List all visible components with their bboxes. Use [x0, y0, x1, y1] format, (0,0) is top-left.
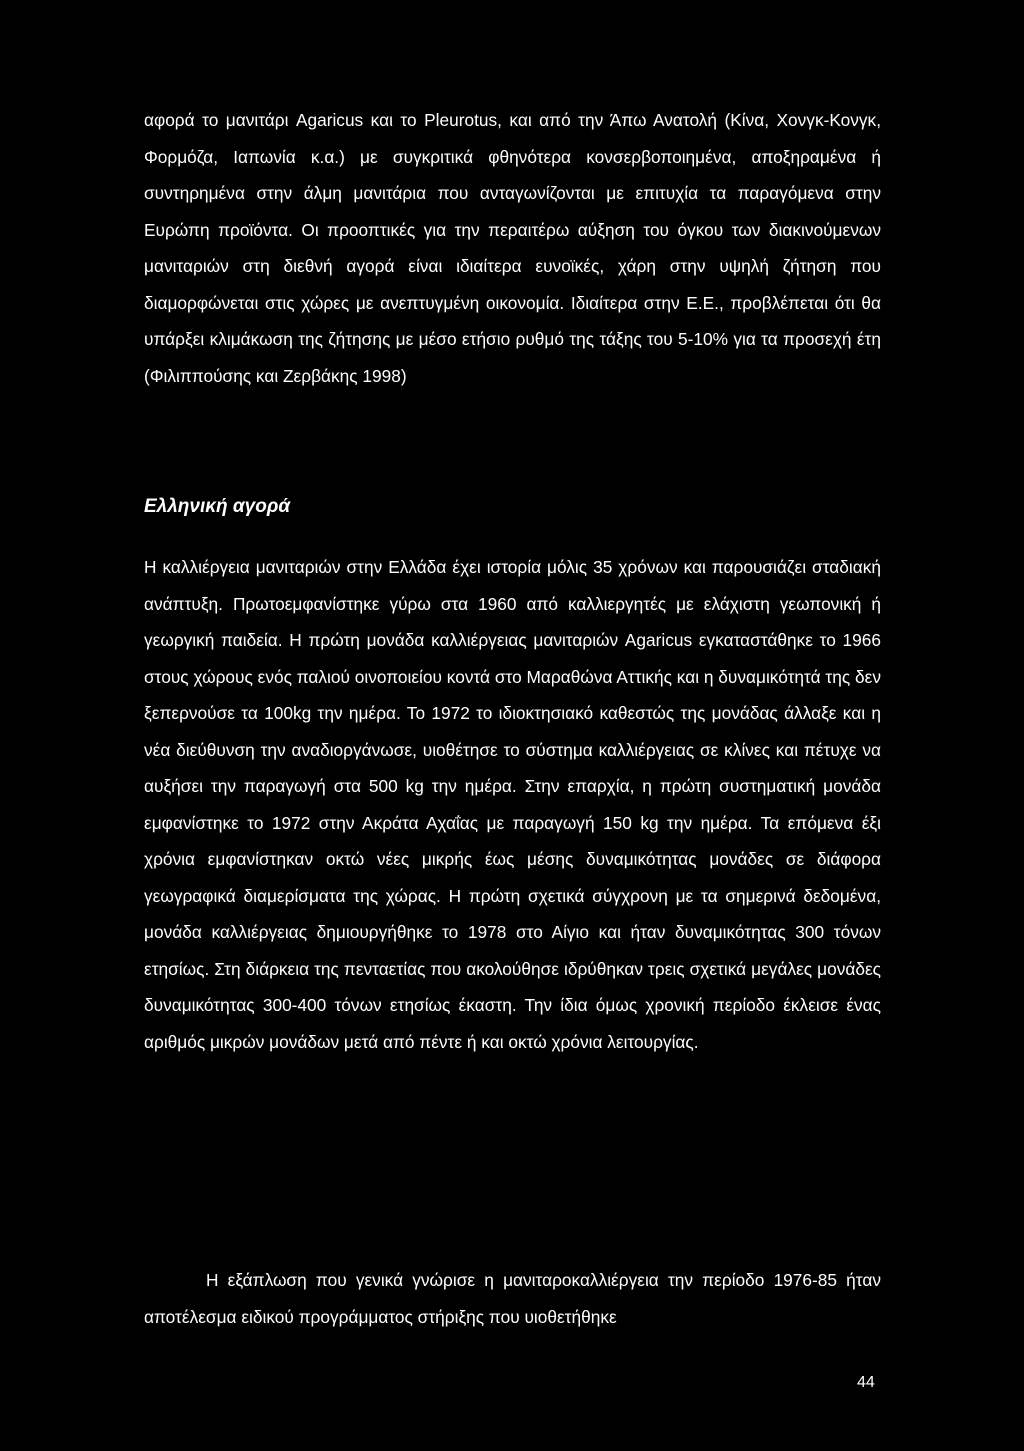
page-number: 44	[857, 1374, 875, 1391]
paragraph-expansion: Η εξάπλωση που γενικά γνώρισε η μανιταροκαλλιέργεια την περίοδο 1976-85 ήταν αποτέλεσμα ειδικού προγράμματος στήριξης που υιοθετήθηκε	[144, 1270, 881, 1327]
paragraph-intro: αφορά το μανιτάρι Agaricus και το Pleurotus, και από την Άπω Ανατολή (Κίνα, Χονγκ-Κονγκ, Φορμόζα, Ιαπωνία κ.α.) με συγκριτικά φθηνότερα κονσερβοποιημένα, αποξηραμένα ή συντηρημένα στην άλμη μανιτάρια που ανταγωνίζονται με επιτυχία τα παραγόμενα στην Ευρώπη προϊόντα. Οι προοπτικές για την περαιτέρω αύξηση του όγκου των διακινούμενων μανιταριών στη διεθνή αγορά είναι ιδιαίτερα ευνοϊκές, χάρη στην υψηλή ζήτηση που διαμορφώνεται στις χώρες με ανεπτυγμένη οικονομία. Ιδιαίτερα στην Ε.Ε., προβλέπεται ότι θα υπάρξει κλιμάκωση της ζήτησης με μέσο ετήσιο ρυθμό της τάξης του 5-10% για τα προσεχή έτη (Φιλιππούσης και Ζερβάκης 1998)	[144, 110, 881, 386]
paragraph-greek-market: Η καλλιέργεια μανιταριών στην Ελλάδα έχει ιστορία μόλις 35 χρόνων και παρουσιάζει σταδιακή ανάπτυξη. Πρωτοεμφανίστηκε γύρω στα 1960 από καλλιεργητές με ελάχιστη γεωπονική ή γεωργική παιδεία. Η πρώτη μονάδα καλλιέργειας μανιταριών Agaricus εγκαταστάθηκε το 1966 στους χώρους ενός παλιού οινοποιείου κοντά στο Μαραθώνα Αττικής και η δυναμικότητά της δεν ξεπερνούσε τα 100kg την ημέρα. Το 1972 το ιδιοκτησιακό καθεστώς της μονάδας άλλαξε και η νέα διεύθυνση την αναδιοργάνωσε, υιοθέτησε το σύστημα καλλιέργειας σε κλίνες και πέτυχε να αυξήσει την παραγωγή στα 500 kg την ημέρα. Στην επαρχία, η πρώτη συστηματική μονάδα εμφανίστηκε το 1972 στην Ακράτα Αχαΐας με παραγωγή 150 kg την ημέρα. Τα επόμενα έξι χρόνια εμφανίστηκαν οκτώ νέες μικρής έως μέσης δυναμικότητας μονάδες σε διάφορα γεωγραφικά διαμερίσματα της χώρας. Η πρώτη σχετικά σύγχρονη με τα σημερινά δεδομένα, μονάδα καλλιέργειας δημιουργήθηκε το 1978 στο Αίγιο και ήταν δυναμικότητας 300 τόνων ετησίως. Στη διάρκεια της πενταετίας που ακολούθησε ιδρύθηκαν τρεις σχετικά μεγάλες μονάδες δυναμικότητας 300-400 τόνων ετησίως έκαστη. Την ίδια όμως χρονική περίοδο έκλεισε ένας αριθμός μικρών μονάδων μετά από πέντε ή και οκτώ χρόνια λειτουργίας.	[144, 557, 881, 1052]
section-heading: Ελληνική αγορά	[144, 496, 291, 517]
